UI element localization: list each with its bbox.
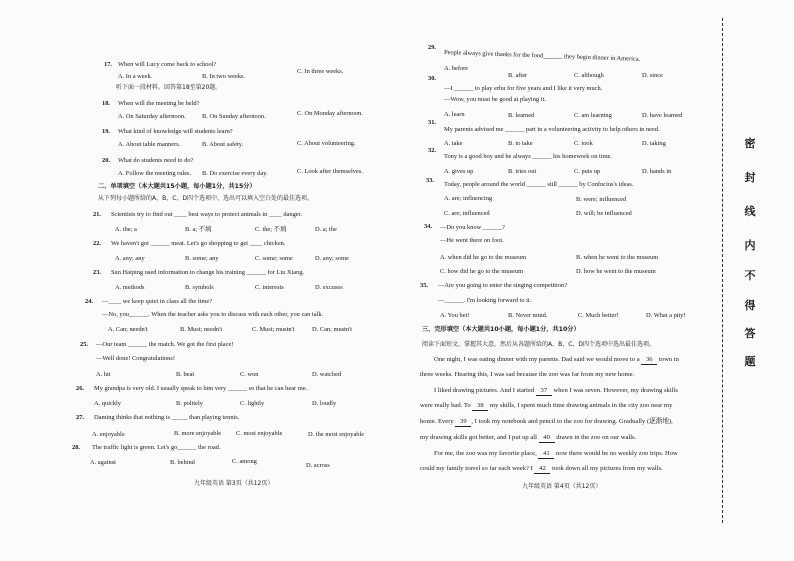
option: C. Much better! [578,312,619,319]
option: C. most enjoyable [236,430,283,437]
option: D. will; be influenced [576,210,632,217]
question-number: 31. [428,119,436,126]
question-stem: People always give thanks for the food______ they begin dinner in America. [443,49,641,63]
section-note: 从下列每小题所给的A、B、C、D四个选项中，选出可以填入空白处的最佳选项。 [98,195,314,202]
question-stem: My grandpa is very old. I usually speak to him very ______ so that he can hear me. [94,385,308,392]
question-number: 33. [426,177,434,184]
option: C. are; influenced [444,210,490,217]
passage-line: were really bad. To 38 my skills, I spent much time drawing animals in the city zoo near my [420,402,673,409]
option: C. About volunteering. [297,140,356,147]
question-number: 26. [76,385,84,392]
question-stem: We haven't got ______ meat. Let's go shopping to get ____ chicken. [111,240,286,247]
question-number: 23. [93,269,101,276]
question-number: 25. [80,341,88,348]
passage-line: my drawing skills got better, and I put up all 40 drawn in the zoo on our walls. [420,434,637,441]
option: B. when he went to the museum [576,254,659,261]
question-stem-2: —Well done! Congratulations! [96,355,175,362]
option: A. any; any [115,255,145,262]
question-stem: What kind of knowledge will students learn? [118,128,233,135]
question-stem: —Do you know ______? [440,224,505,231]
section-title: 二、单项填空（本大题共15小题，每小题1分，共15分） [98,183,256,190]
question-number: 24. [85,298,93,305]
question-number: 30. [428,75,436,82]
option: B. beat [176,371,195,378]
blank-37: 37 [536,388,552,396]
question-number: 20. [102,157,110,164]
blank-38: 38 [472,403,488,411]
passage-line: One night, I was eating dinner with my parents. Dad said we would move to a 36 town in [434,356,679,363]
seal-char: 封 [744,171,756,184]
option: B. On Sunday afternoon. [202,113,266,120]
question-stem: Tony is a good boy and he always ______ his homework on time. [444,153,612,160]
option: D. how he went to the museum [576,268,656,275]
option: C. Must; mustn't [252,326,295,333]
option: D. have learned [642,112,683,119]
option: B. Never mind. [508,312,548,319]
seal-char: 得 [744,299,756,312]
question-stem-2: —Wow, you must be good at playing it. [444,96,546,103]
question-stem: My parents advised me ______ part in a volunteering activity to help others in need. [444,126,660,133]
option: A. when did he go to the museum [440,254,527,261]
option: A. Can; needn't [108,326,148,333]
question-number: 32. [428,147,436,154]
question-stem: Daming thinks that nothing is _____ than playing tennis. [94,414,240,421]
option: D. the most enjoyable [308,431,365,438]
option: C. how did he go to the museum [440,268,524,275]
right-page [410,0,710,561]
option: B. behind [170,459,195,466]
option: A. against [90,459,116,466]
option: D. since [642,72,663,79]
option: C. the; 不填 [255,226,287,233]
option: B. learned [508,112,535,119]
section-title: 三、完形填空（本大题共10小题，每小题1分，共10分） [422,326,580,333]
question-number: 18. [102,100,110,107]
seal-char: 密 [744,137,756,150]
option: D. across [306,462,330,469]
option: A. are; influencing [444,195,493,202]
option: B. more enjoyable [174,430,222,437]
option: A. In a week. [118,73,153,80]
option: B. Must; needn't [180,326,223,333]
question-number: 28. [72,444,80,451]
question-stem: When will the meeting be held? [118,100,200,107]
option: C. On Monday afternoon. [297,110,363,117]
option: C. won [240,371,259,378]
option: C. among [232,458,257,465]
option: A. methods [115,284,145,291]
option: D. watched [312,371,342,378]
option: A. On Saturday afternoon. [118,113,186,120]
page-footer: 九年级英语 第4页（共12页） [522,483,602,490]
option: A. hit [96,371,111,378]
option: D. hands in [642,168,672,175]
option: D. a; the [315,226,337,233]
blank-39: 39 [455,419,471,427]
passage-line: three weeks. Hearing this, I was sad because the zoo was far from my new home. [420,371,635,378]
option: A. About table manners. [118,141,181,148]
blank-41: 41 [538,451,554,459]
question-number: 19. [102,128,110,135]
option: D. What a pity! [646,312,686,319]
seal-char: 线 [744,205,756,218]
option: B. About safety. [202,141,244,148]
option: B. symbols [185,284,214,291]
option: B. tries out [508,168,537,175]
option: D. excuses [315,284,343,291]
question-number: 21. [93,211,101,218]
option: D. taking [642,140,666,147]
option: C. am learning [574,112,612,119]
option: C. some; some [255,255,293,262]
question-stem: The traffic light is green. Let's go______ the road. [92,444,221,451]
question-stem: What do students need to do? [118,157,194,164]
option: A. before [444,65,469,72]
page-footer: 九年级英语 第3页（共12页） [194,480,274,487]
blank-42: 42 [534,466,550,474]
seal-char: 题 [744,355,756,368]
question-stem: —Our team ______ the match. We got the first place! [96,341,234,348]
option: D. any; some [315,255,349,262]
option: C. Look after themselves. [297,168,363,175]
question-stem: Sun Haiping used information to change his training ______ for Liu Xiang. [111,269,305,276]
option: B. some; any [185,255,219,262]
option: A. quickly [94,400,121,407]
option: D. loudly [312,400,337,407]
option: C. interests [255,284,284,291]
question-stem: Scientists try to find out ____ best ways to protect animals in ____ danger. [111,211,302,218]
seal-char: 内 [744,239,756,252]
question-stem: —____ we keep quiet in class all the time? [102,298,213,305]
question-stem: Today, people around the world ______ still ______ by Confucius's ideas. [444,181,634,188]
passage-line: home. Every 39 , I took my notebook and pencil to the zoo for drawing. Gradually (逐渐地), [420,418,673,425]
question-number: 27. [76,414,84,421]
passage-line: I liked drawing pictures. And I started 37 when I was seven. However, my drawing skills [434,387,678,394]
option: B. after [508,72,528,79]
option: A. You bet! [440,312,470,319]
question-stem-2: —No, you______. When the teacher asks you to discuss with each other, you can talk. [102,311,324,318]
option: A. Follow the meeting rules. [118,170,192,177]
question-stem-2: —______. I'm looking forward to it. [438,297,532,304]
option: A. learn [444,111,465,118]
option: B. In two weeks. [202,73,246,80]
seal-char: 答 [744,327,756,340]
option: B. a; 不填 [185,226,212,233]
instruction: 听下面一段材料，回答第18至第20题。 [116,84,222,91]
question-stem-2: —He went there on foot. [440,237,504,244]
option: D. Can; mustn't [312,326,353,333]
question-number: 29. [428,44,436,51]
option: C. took [574,140,593,147]
option: B. to take [508,140,533,147]
option: A. gives up [444,168,474,175]
option: A. take [444,140,463,147]
option: A. the; a [115,226,137,233]
section-note: 阅读下面短文，掌握其大意，然后从各题所给的A、B、C、D四个选项中选出最佳选项。 [422,341,656,348]
option: C. although [574,72,604,79]
option: B. politely [176,400,203,407]
option: A. enjoyable [92,431,125,438]
option: C. lightly [240,400,265,407]
passage-line: could my family travel so far each week? I 42 took down all my pictures from my walls. [420,465,663,472]
question-number: 35. [420,282,428,289]
seal-dashed-line [722,18,723,523]
question-stem: —I ______ to play erhu for five years and I like it very much. [444,85,603,92]
seal-char: 不 [744,269,756,282]
blank-40: 40 [539,435,555,443]
blank-36: 36 [641,357,657,365]
question-number: 22. [93,240,101,247]
passage-line: For me, the zoo was my favorite place, 41 now there would be no weekly zoo trips. How [434,450,678,457]
option: C. puts up [574,168,601,175]
question-stem: When will Lucy come back to school? [118,61,217,68]
question-number: 34. [424,223,432,230]
question-stem: —Are you going to enter the singing competition? [438,282,568,289]
option: C. In three weeks. [297,68,344,75]
option: B. were; influenced [576,196,627,203]
question-number: 17. [104,61,112,68]
option: B. Do exercise every day. [202,170,268,177]
